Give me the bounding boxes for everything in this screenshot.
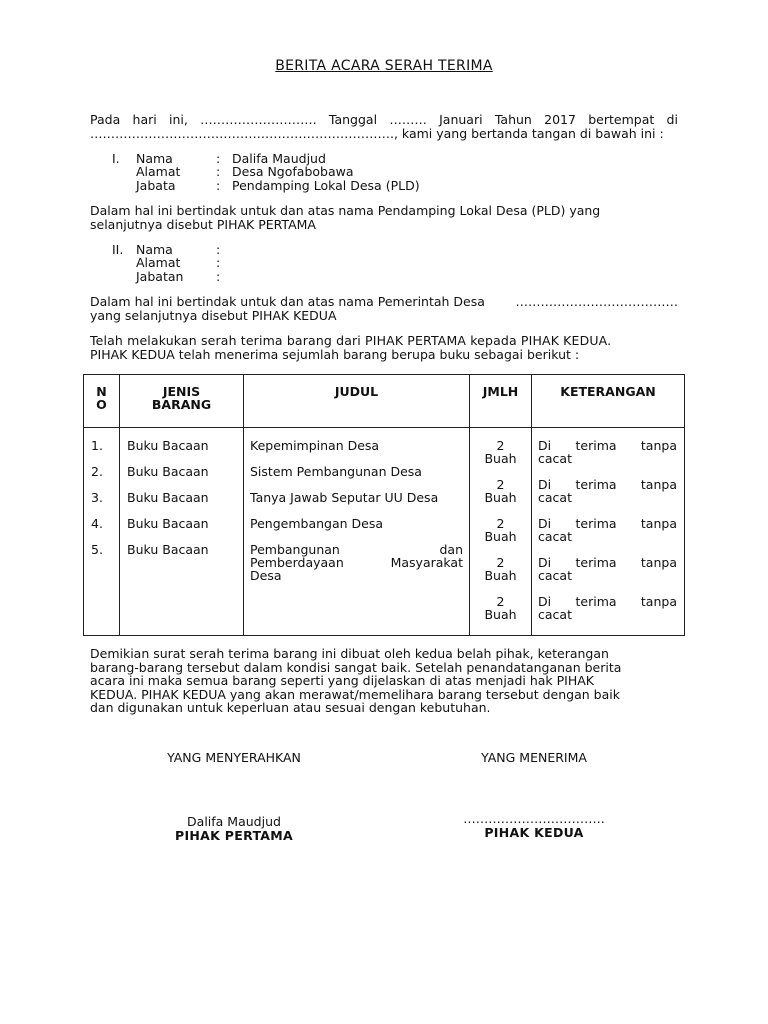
blank-village: ………………………………… [515, 294, 678, 309]
table-header-row [84, 375, 685, 428]
statement-one [90, 204, 678, 231]
row-number: 2. [91, 464, 103, 479]
intro-word: ini, [169, 112, 188, 127]
field-label: Nama [136, 151, 173, 166]
closing-paragraph [90, 647, 678, 715]
field-colon: : [216, 268, 221, 284]
column-judul [244, 428, 470, 636]
item-remark: Di terima tanpa cacat [538, 594, 677, 622]
item-title: Kepemimpinan Desa [250, 438, 380, 453]
party-one [112, 152, 420, 192]
header-keterangan: KETERANGAN [532, 375, 685, 428]
item-remark: Di terima tanpa cacat [538, 516, 677, 544]
statement-line: Dalam hal ini bertindak untuk dan atas nama Pendamping Lokal Desa (PLD) yang [90, 203, 601, 218]
row-number: 3. [91, 490, 103, 505]
statement-line: Dalam hal ini bertindak untuk dan atas nama Pemerintah Desa [90, 294, 485, 309]
statement-three [90, 334, 678, 361]
item-remark: Di terima tanpa cacat [538, 477, 677, 505]
closing-line: acara ini maka semua barang seperti yang dijelaskan di atas menjadi hak PIHAK [90, 673, 595, 688]
intro-word: Tanggal [328, 112, 378, 127]
field-colon: : [216, 255, 221, 271]
closing-line: Demikian surat serah terima barang ini dibuat oleh kedua belah pihak, keterangan [90, 646, 609, 661]
column-jumlah [470, 428, 532, 636]
intro-blank-day: ………………………. [200, 112, 317, 127]
item-quantity: 2 Buah [484, 594, 517, 622]
closing-line: KEDUA. PIHAK KEDUA yang akan merawat/memelihara barang tersebut dengan baik [90, 686, 620, 702]
item-quantity: 2 Buah [484, 555, 517, 583]
field-colon: : [216, 242, 221, 257]
field-colon: : [216, 151, 221, 166]
header-jenis: JENIS BARANG [120, 375, 244, 428]
field-label: Jabata [136, 177, 176, 193]
intro-word: bertempat [588, 112, 655, 127]
item-title: Tanya Jawab Seputar UU Desa [250, 490, 439, 505]
statement-two [90, 295, 678, 322]
statement-line: yang selanjutnya disebut PIHAK KEDUA [90, 307, 337, 323]
party-number: I. [112, 151, 120, 166]
closing-line: dan digunakan untuk keperluan atau sesuai dengan kebutuhan. [90, 700, 491, 715]
intro-blank-date: ……… [389, 112, 427, 127]
intro-word: Tahun [494, 112, 532, 127]
item-type: Buku Bacaan [127, 490, 209, 505]
signature-right-party: PIHAK KEDUA [484, 825, 584, 840]
field-label: Nama [136, 242, 173, 257]
field-label: Alamat [136, 255, 181, 271]
signature-left-name: Dalifa Maudjud [187, 814, 281, 829]
item-type: Buku Bacaan [127, 438, 209, 453]
party-two [112, 243, 232, 283]
intro-word: 2017 [544, 112, 576, 127]
item-quantity: 2 Buah [484, 516, 517, 544]
table-body-row [84, 428, 685, 636]
intro-word: Pada [90, 112, 121, 127]
item-quantity: 2 Buah [484, 438, 517, 466]
field-value: Pendamping Lokal Desa (PLD) [232, 177, 420, 193]
item-type: Buku Bacaan [127, 516, 209, 531]
field-value: Desa Ngofabobawa [232, 164, 354, 180]
row-number: 4. [91, 516, 103, 531]
field-colon: : [216, 177, 221, 193]
header-no: N O [84, 375, 120, 428]
column-numbers [84, 428, 120, 636]
intro-line-1 [90, 113, 678, 127]
document-title: BERITA ACARA SERAH TERIMA [275, 58, 493, 74]
statement-line: Telah melakukan serah terima barang dari PIHAK PERTAMA kepada PIHAK KEDUA. [90, 333, 612, 348]
statement-line: PIHAK KEDUA telah menerima sejumlah barang berupa buku sebagai berikut : [90, 346, 580, 362]
row-number: 5. [91, 542, 103, 557]
item-title: Sistem Pembangunan Desa [250, 464, 422, 479]
intro-paragraph [90, 113, 678, 140]
item-remark: Di terima tanpa cacat [538, 438, 677, 466]
items-table [83, 374, 685, 636]
intro-word: hari [132, 112, 157, 127]
intro-word: di [666, 112, 678, 127]
item-quantity: 2 Buah [484, 477, 517, 505]
signature-right-name-blank: ……………………………. [463, 811, 605, 826]
signature-left-party: PIHAK PERTAMA [175, 828, 293, 843]
field-label: Jabatan [136, 268, 184, 284]
item-type: Buku Bacaan [127, 464, 209, 479]
column-keterangan [532, 428, 685, 636]
field-label: Alamat [136, 164, 181, 180]
intro-word: Januari [439, 112, 483, 127]
item-remark: Di terima tanpa cacat [538, 555, 677, 583]
closing-line: barang-barang tersebut dalam kondisi sangat baik. Setelah penandatanganan berita [90, 659, 622, 675]
field-colon: : [216, 164, 221, 180]
item-title: Pengembangan Desa [250, 516, 384, 531]
header-judul: JUDUL [244, 375, 470, 428]
row-number: 1. [91, 438, 103, 453]
field-value: Dalifa Maudjud [232, 151, 326, 166]
party-number: II. [112, 242, 124, 257]
item-type: Buku Bacaan [127, 542, 209, 557]
signature-left-role: YANG MENYERAHKAN [167, 750, 301, 765]
item-title: Pembangunan dan Pemberdayaan Masyarakat Desa [250, 542, 463, 583]
header-jmlh: JMLH [470, 375, 532, 428]
statement-line: selanjutnya disebut PIHAK PERTAMA [90, 216, 316, 232]
signature-right-role: YANG MENERIMA [481, 750, 587, 765]
column-jenis [120, 428, 244, 636]
intro-line-2: ………………………………………………………………., kami yang bertanda tangan di bawah ini : [90, 125, 664, 141]
